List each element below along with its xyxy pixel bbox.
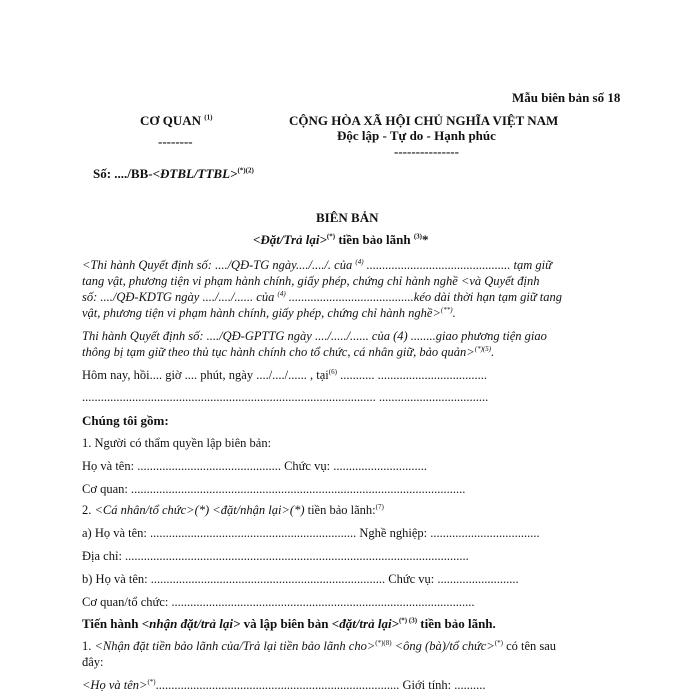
para2-line2-text: thông bị tạm giữ theo thủ tục hành chính cho tổ chức, cá nhân giữ, bảo quản> [82,345,475,359]
agency-divider: -------- [158,134,193,149]
subtitle-italic: <Đặt/Trả lại> [253,232,327,247]
agency-text: CƠ QUAN [140,113,202,128]
proceed-item1-sup2: (*) [494,638,503,647]
address-line: Địa chỉ: .............................................................................................................. [82,549,469,563]
proceed-item1-line2: đây: [82,655,104,669]
item2-suffix: tiền bảo lãnh: [304,503,376,517]
para1-line4-text: vật, phương tiện vi phạm hành chính, giấy phép, chứng chỉ hành nghề> [82,306,441,320]
last-line [82,678,486,693]
number-code: <ĐTBL/TTBL> [152,166,238,181]
para1-line3 [82,290,562,305]
item2-italic: <Cá nhân/tổ chức>(*) <đặt/nhận lại>(*) [94,503,305,517]
para1-line3-tail: ........................................kéo dài thời hạn tạm giữ tang [285,290,562,304]
members-heading: Chúng tôi gồm: [82,413,169,428]
subtitle-text: tiền bảo lãnh [335,232,414,247]
proceed-sup: (*) (3) [398,616,418,625]
person-b-line: b) Họ và tên: ........................................................................... Chức vụ: .......................... [82,572,519,586]
para1-line3-text: số: ..../QĐ-KDTG ngày ..../..../...... của [82,290,278,304]
today-tail: ........... ................................... [336,368,487,382]
form-number: Mẫu biên bản số 18 [512,90,621,105]
organization-line: Cơ quan/tổ chức: ................................................................................................. [82,595,475,609]
item2-sup: (7) [375,502,384,511]
para1-line3-sup: (4) [277,289,286,298]
proceed-line [82,616,496,632]
nation-title: CỘNG HÒA XÃ HỘI CHỦ NGHĨA VIỆT NAM [289,113,559,128]
last-italic: <Họ và tên> [82,678,148,692]
para1-line1-tail: .............................................. tạm giữ [363,258,552,272]
last-tail: .............................................................................. Giới tính: .......... [155,678,486,692]
today-sup: (6) [328,367,337,376]
agency-sup: (1) [204,113,213,122]
members-item2 [82,503,384,518]
document-number [93,166,254,182]
proceed-item1-italic: <Nhận đặt tiền bảo lãnh của/Trả lại tiền bảo lãnh cho> [94,639,376,653]
subtitle-tail: * [422,232,429,247]
proceed-item1-sup1: (*)(8) [375,638,392,647]
today-text: Hôm nay, hồi.... giờ .... phút, ngày ..../..../...... , tại [82,368,329,382]
proceed-middle: và lập biên bản [240,616,332,631]
proceed-item1-tail: có tên sau [502,639,557,653]
proceed-prefix: Tiến hành [82,616,142,631]
para1-line4-sup: (**) [440,305,453,314]
subtitle-sup1: (*) [326,232,336,241]
para2-line2-sup: (*)(5) [474,344,492,353]
proceed-italic1: <nhận đặt/trả lại> [141,616,241,631]
para1-line4 [82,306,456,321]
para1-line2: tang vật, phương tiện vi phạm hành chính, giấy phép, chứng chỉ hành nghề <và Quyết định [82,274,540,288]
para1-line1-sup: (4) [355,257,364,266]
page-title: BIÊN BẢN [316,210,379,225]
members-item1: 1. Người có thẩm quyền lập biên bản: [82,436,272,450]
para1-line1-text: <Thi hành Quyết định số: ..../QĐ-TG ngày..../..../. của [82,258,356,272]
agency-label [140,113,212,129]
person-a-line: a) Họ và tên: .................................................................. Nghề nghiệp: ................................... [82,526,540,540]
agency-line: Cơ quan: ........................................................................................................... [82,482,466,496]
proceed-item1-mid: <ông (bà)/tổ chức> [391,639,495,653]
subtitle-sup2: (3) [413,232,423,241]
name-position-line: Họ và tên: .............................................. Chức vụ: .............................. [82,459,427,473]
proceed-tail: tiền bảo lãnh. [417,616,496,631]
motto-divider: --------------- [394,144,459,159]
para2-line1: Thi hành Quyết định số: ..../QĐ-GPTTG ngày ..../...../...... của (4) ........giao phương tiện giao [82,329,547,343]
para1-line4-tail: . [452,306,456,320]
item2-prefix: 2. [82,503,95,517]
proceed-italic2: <đặt/trả lại> [331,616,399,631]
para2-line2-tail: . [491,345,495,359]
proceed-item1-prefix: 1. [82,639,95,653]
para1-line1 [82,258,552,273]
last-sup: (*) [147,677,156,686]
number-label: Số: ..../BB- [93,166,153,181]
para2-line2 [82,345,494,360]
page-subtitle [253,232,429,248]
proceed-item1 [82,639,556,654]
today-line [82,368,487,383]
motto: Độc lập - Tự do - Hạnh phúc [337,128,496,143]
number-sup: (*)(2) [237,166,254,175]
dots-line: .............................................................................................. ................................... [82,390,489,404]
